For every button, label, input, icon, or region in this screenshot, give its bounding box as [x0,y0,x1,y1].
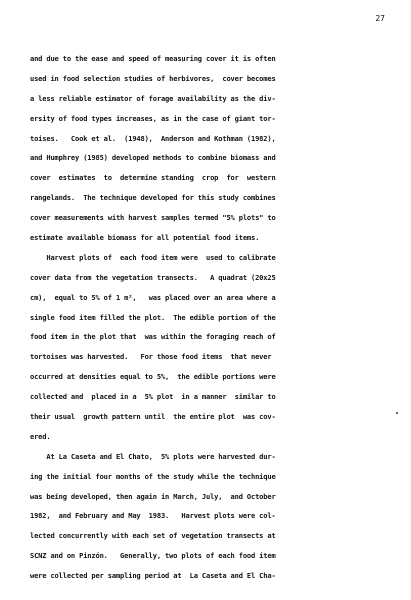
text-line: SCNZ and on Pinzón. Generally, two plots of each food item [30,551,276,561]
page-number: 27 [375,14,385,23]
text-line: single food item filled the plot. The edible portion of the [30,312,276,322]
text-line: a less reliable estimator of forage availability as the div- [30,93,276,103]
text-line: ered. [30,431,51,441]
body-text [30,49,390,586]
text-line: At La Caseta and El Chato, 5% plots were harvested dur- [30,451,276,461]
text-line: were collected per sampling period at La Caseta and El Cha- [30,571,276,581]
text-line: tortoises was harvested. For those food items that never [30,352,272,362]
text-line: toises. Cook et al. (1948), Anderson and Kothman (1982), [30,133,276,143]
text-line: cm), equal to 5% of 1 m², was placed over an area where a [30,292,276,302]
text-line: used in food selection studies of herbivores, cover becomes [30,73,276,83]
text-line: rangelands. The technique developed for this study combines [30,193,276,203]
text-line: ersity of food types increases, as in the case of giant tor- [30,113,276,123]
text-line: their usual growth pattern until the entire plot was cov- [30,412,276,422]
text-line: cover measurements with harvest samples termed "5% plots" to [30,213,276,223]
text-line: food item in the plot that was within the foraging reach of [30,332,276,342]
text-line: collected and placed in a 5% plot in a manner similar to [30,392,276,402]
text-line: estimate available biomass for all potential food items. [30,233,260,243]
text-line: lected concurrently with each set of vegetation transects at [30,531,276,541]
text-line: 1982, and February and May 1983. Harvest plots were col- [30,511,276,521]
text-line: occurred at densities equal to 5%, the edible portions were [30,372,276,382]
text-line: and Humphrey (1985) developed methods to combine biomass and [30,153,276,163]
stray-mark [396,412,398,414]
text-line: cover data from the vegetation transects. A quadrat (20x25 [30,272,276,282]
text-line: and due to the ease and speed of measuring cover it is often [30,54,276,63]
text-line: was being developed, then again in March, July, and October [30,491,276,501]
text-line: ing the initial four months of the study while the technique [30,471,276,481]
text-line: Harvest plots of each food item were used to calibrate [30,252,276,262]
text-line: cover estimates to determine standing crop for western [30,173,276,183]
